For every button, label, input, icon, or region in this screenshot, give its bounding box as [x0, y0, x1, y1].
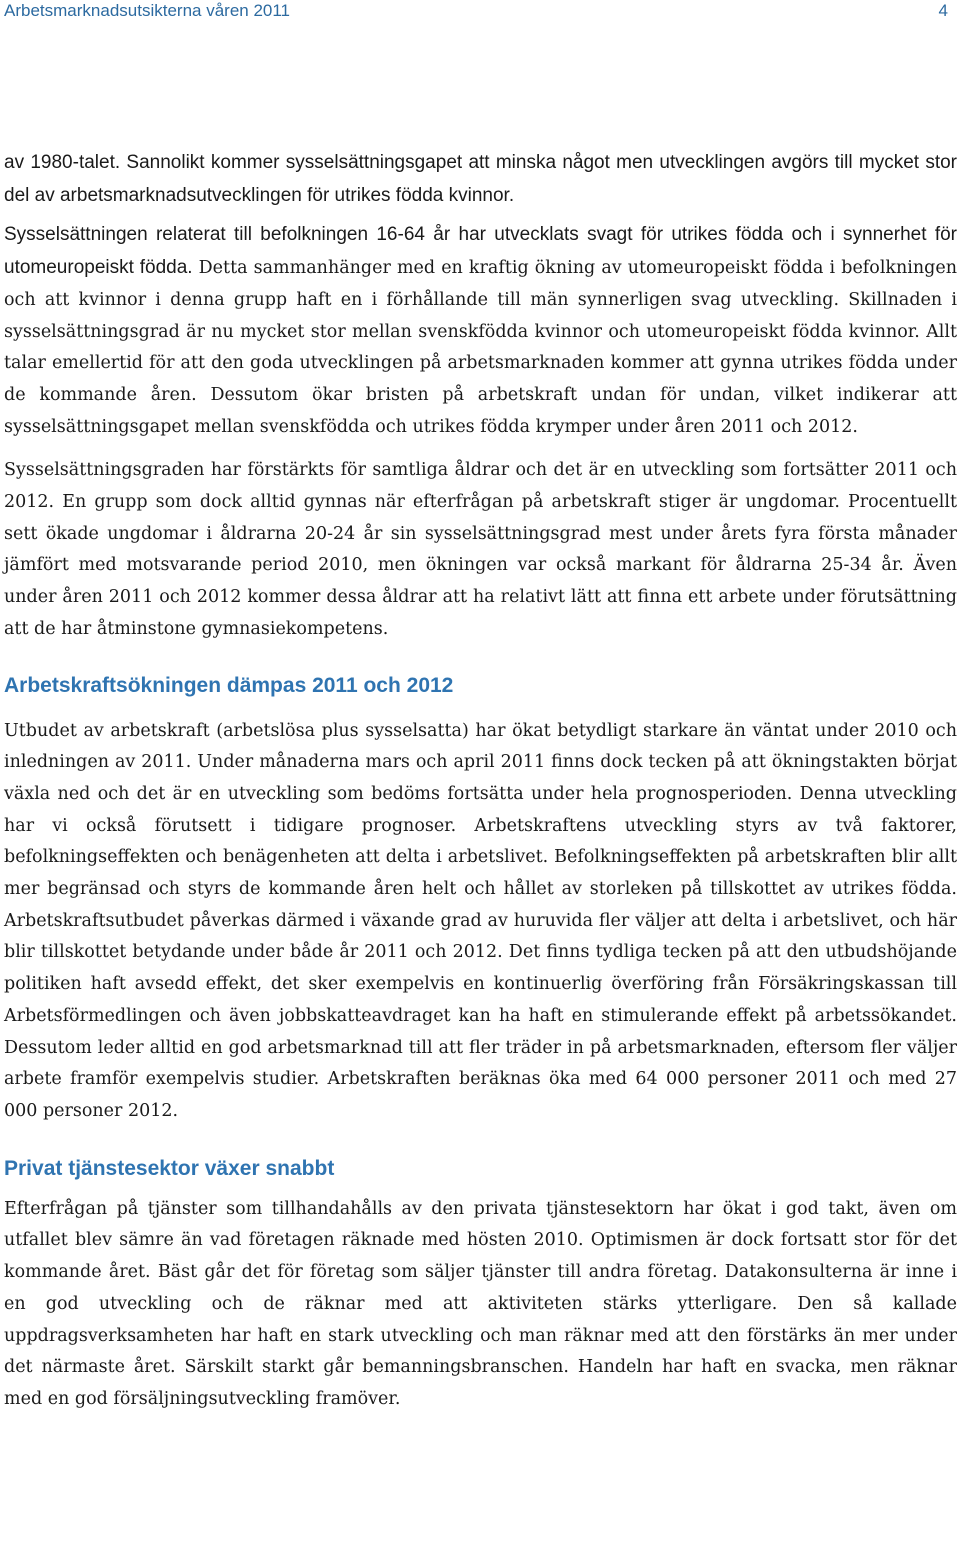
page-number: 4	[938, 1, 948, 20]
document-title: Arbetsmarknadsutsikterna våren 2011	[4, 1, 291, 20]
section-heading-labor-force: Arbetskraftsökningen dämpas 2011 och 2012	[4, 673, 454, 697]
paragraph-intro	[4, 147, 957, 212]
page-header	[0, 0, 960, 50]
document-body	[4, 147, 957, 1416]
paragraph-employment-lead: Sysselsättningen relaterat till befolkningen 16-64 år har utvecklats svagt för utrikes födda och i synnerhet för utomeuropeiskt födda.	[4, 224, 957, 279]
section-heading-private-services: Privat tjänstesektor växer snabbt	[4, 1156, 335, 1180]
paragraph-youth: Sysselsättningsgraden har förstärkts för samtliga åldrar och det är en utveckling som fortsätter 2011 och 2012. En grupp som dock alltid gynnas när efterfrågan på arbetskraft stiger är ungdomar. Procentuellt sett ökade ungdomar i åldrarna 20-24 år sin sysselsättningsgrad mest under årets fyra första månader jämfört med motsvarande period 2010, men ökningen var också markant för åldrarna 25-34 år. Även under åren 2011 och 2012 kommer dessa åldrar att ha relativt lätt att finna ett arbete under förutsättning att de har åtminstone gymnasiekompetens.	[4, 460, 957, 639]
section-text-labor-force: Utbudet av arbetskraft (arbetslösa plus sysselsatta) har ökat betydligt starkare än väntat under 2010 och inledningen av 2011. Under månaderna mars och april 2011 finns dock tecken på att ökningstakten börjat växla ned och det är en utveckling som bedöms fortsätta under hela prognosperioden. Denna utveckling har vi också förutsett i tidigare prognoser. Arbetskraftens utveckling styrs av två faktorer, befolkningseffekten och benägenheten att delta i arbetslivet. Befolkningseffekten på arbetskraften blir allt mer begränsad och styrs de kommande åren helt och hållet av storleken på tillskottet av utrikes födda. Arbetskraftsutbudet påverkas därmed i växande grad av huruvida fler väljer att delta i arbetslivet, och här blir tillskottet betydande under både år 2011 och 2012. Det finns tydliga tecken på att den utbudshöjande politiken haft avsedd effekt, det sker exempelvis en kontinuerlig överföring från Försäkringskassan till Arbetsförmedlingen och även jobbskatteavdraget kan ha haft en stimulerande effekt på arbetssökandet. Dessutom leder alltid en god arbetsmarknad till att fler träder in på arbetsmarknaden, eftersom fler väljer arbete framför exempelvis studier. Arbetskraften beräknas öka med 64 000 personer 2011 och med 27 000 personer 2012.	[4, 720, 957, 1121]
section-text-private-services: Efterfrågan på tjänster som tillhandahålls av den privata tjänstesektorn har ökat i god takt, även om utfallet blev sämre än vad företagen räknade med hösten 2010. Optimismen är dock fortsatt stor för det kommande året. Bäst går det för företag som säljer tjänster till andra företag. Datakonsulterna är inne i en god utveckling och de räknar med att aktiviteten stärks ytterligare. Den så kallade uppdragsverksamheten har haft en stark utveckling och man räknar med att den förstärks än mer under det närmaste året. Särskilt starkt går bemanningsbranschen. Handeln har haft en svacka, men räknar med en god försäljningsutveckling framöver.	[4, 1198, 957, 1409]
paragraph-employment-text: Detta sammanhänger med en kraftig ökning av utomeuropeiskt födda i befolkningen och att kvinnor i denna grupp haft en i förhållande till män synnerligen svag utveckling. Skillnaden i sysselsättningsgrad är nu mycket stor mellan svenskfödda kvinnor och utomeuropeiskt födda kvinnor. Allt talar emellertid för att den goda utvecklingen på arbetsmarknaden kommer att gynna utrikes födda under de kommande åren. Dessutom ökar bristen på arbetskraft undan för undan, vilket indikerar att sysselsättningsgapet mellan svenskfödda och utrikes födda krymper under åren 2011 och 2012.	[4, 258, 957, 437]
paragraph-employment	[4, 219, 957, 443]
paragraph-intro-text: av 1980-talet. Sannolikt kommer sysselsättningsgapet att minska något men utvecklingen avgörs till mycket stor del av arbetsmarknadsutvecklingen för utrikes födda kvinnor.	[4, 152, 957, 206]
